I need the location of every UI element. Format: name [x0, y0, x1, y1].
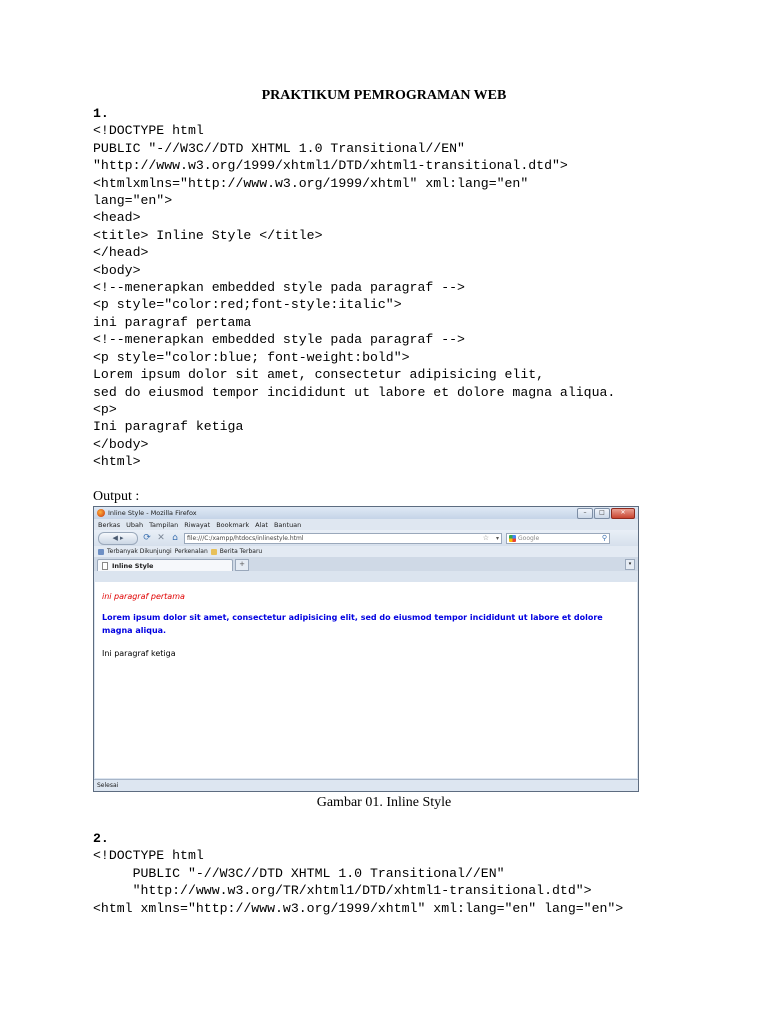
new-tab-button[interactable]: +: [235, 559, 249, 571]
code-line: <head>: [93, 210, 141, 226]
menu-item-alat[interactable]: Alat: [255, 520, 268, 529]
code-line: </body>: [93, 436, 149, 452]
section-number-1: 1.: [93, 106, 109, 121]
browser-window-title: Inline Style - Mozilla Firefox: [108, 509, 197, 517]
url-text: file:///C:/xampp/htdocs/inlinestyle.html: [187, 534, 304, 542]
url-input[interactable]: [184, 533, 502, 544]
browser-content: [95, 582, 637, 778]
code-line: <html xmlns="http://www.w3.org/1999/xhtml" xml:lang="en" lang="en">: [93, 900, 624, 916]
figure-caption: Gambar 01. Inline Style: [316, 795, 452, 810]
document-title: PRAKTIKUM PEMROGRAMAN WEB: [261, 88, 507, 103]
code-block-1: [93, 105, 615, 471]
menu-item-bookmark[interactable]: Bookmark: [216, 520, 250, 529]
bookmark-icon: [98, 549, 104, 555]
tab-inline-style[interactable]: [97, 559, 233, 571]
code-line: <!DOCTYPE html: [93, 123, 204, 139]
tab-label: Inline Style: [112, 561, 154, 570]
menu-item-riwayat[interactable]: Riwayat: [184, 520, 211, 529]
code-line: <p>: [93, 401, 117, 417]
home-icon[interactable]: ⌂: [172, 533, 178, 543]
code-block-2: [93, 830, 623, 917]
menu-item-ubah[interactable]: Ubah: [126, 520, 144, 529]
window-controls: [577, 508, 635, 519]
bookmark-item-most-visited[interactable]: Terbanyak Dikunjungi: [107, 548, 172, 555]
search-placeholder: Google: [518, 534, 540, 542]
minimize-icon[interactable]: –: [577, 508, 593, 519]
browser-navbar: [94, 530, 638, 546]
browser-titlebar: [94, 507, 638, 519]
reload-icon[interactable]: ⟳: [143, 533, 151, 543]
code-line: <htmlxmlns="http://www.w3.org/1999/xhtml" xml:lang="en": [93, 175, 529, 191]
google-icon: [509, 535, 516, 542]
menu-item-tampilan[interactable]: Tampilan: [149, 520, 179, 529]
code-line: Lorem ipsum dolor sit amet, consectetur adipisicing elit,: [93, 367, 545, 383]
code-line: <p style="color:blue; font-weight:bold">: [93, 349, 410, 365]
content-paragraph-3: Ini paragraf ketiga: [102, 649, 176, 658]
bookmark-item-perkenalan[interactable]: Perkenalan: [174, 548, 208, 555]
bookmarks-toolbar: [94, 546, 638, 557]
code-line: <!--menerapkan embedded style pada paragraf -->: [93, 280, 465, 296]
tab-strip: [94, 557, 638, 571]
code-line: <title> Inline Style </title>: [93, 227, 323, 243]
menu-item-bantuan[interactable]: Bantuan: [273, 520, 302, 529]
code-line: <html>: [93, 454, 141, 470]
firefox-icon: [97, 509, 105, 517]
page-icon: [102, 562, 108, 570]
menu-item-berkas[interactable]: Berkas: [98, 520, 121, 529]
code-line: Ini paragraf ketiga: [93, 419, 244, 435]
content-paragraph-1: ini paragraf pertama: [102, 592, 185, 601]
back-icon[interactable]: ◀ ▸: [98, 532, 138, 545]
maximize-icon[interactable]: □: [594, 508, 610, 519]
search-input[interactable]: [506, 533, 610, 544]
tab-list-icon[interactable]: ▾: [625, 559, 635, 570]
chevron-down-icon[interactable]: ▾: [495, 534, 499, 542]
code-line: PUBLIC "-//W3C//DTD XHTML 1.0 Transitional//EN": [93, 140, 465, 156]
browser-menubar: [94, 519, 638, 530]
folder-icon: [211, 549, 217, 555]
code-line: <!--menerapkan embedded style pada paragraf -->: [93, 332, 465, 348]
bookmark-item-berita[interactable]: Berita Terbaru: [219, 548, 263, 555]
status-bar: Selesai: [94, 779, 638, 791]
code-line: sed do eiusmod tempor incididunt ut labore et dolore magna aliqua.: [93, 384, 616, 400]
code-line: "http://www.w3.org/1999/xhtml1/DTD/xhtml1-transitional.dtd">: [93, 158, 568, 174]
content-paragraph-2: Lorem ipsum dolor sit amet, consectetur adipisicing elit, sed do eiusmod tempor incididunt ut labore et dolore magna aliqua.: [102, 613, 603, 635]
output-label: Output :: [93, 489, 140, 504]
code-line: PUBLIC "-//W3C//DTD XHTML 1.0 Transitional//EN": [93, 865, 505, 881]
code-line: "http://www.w3.org/TR/xhtml1/DTD/xhtml1-transitional.dtd">: [93, 883, 592, 899]
star-icon[interactable]: ☆: [482, 534, 489, 542]
code-line: <p style="color:red;font-style:italic">: [93, 297, 402, 313]
close-icon[interactable]: ✕: [611, 508, 635, 519]
browser-screenshot: [93, 506, 639, 792]
search-icon[interactable]: ⚲: [601, 534, 607, 542]
stop-icon[interactable]: ✕: [157, 533, 165, 543]
code-line: <body>: [93, 262, 141, 278]
section-number-2: 2.: [93, 831, 109, 846]
code-line: ini paragraf pertama: [93, 314, 252, 330]
code-line: </head>: [93, 245, 149, 261]
code-line: <!DOCTYPE html: [93, 848, 204, 864]
code-line: lang="en">: [93, 193, 173, 209]
